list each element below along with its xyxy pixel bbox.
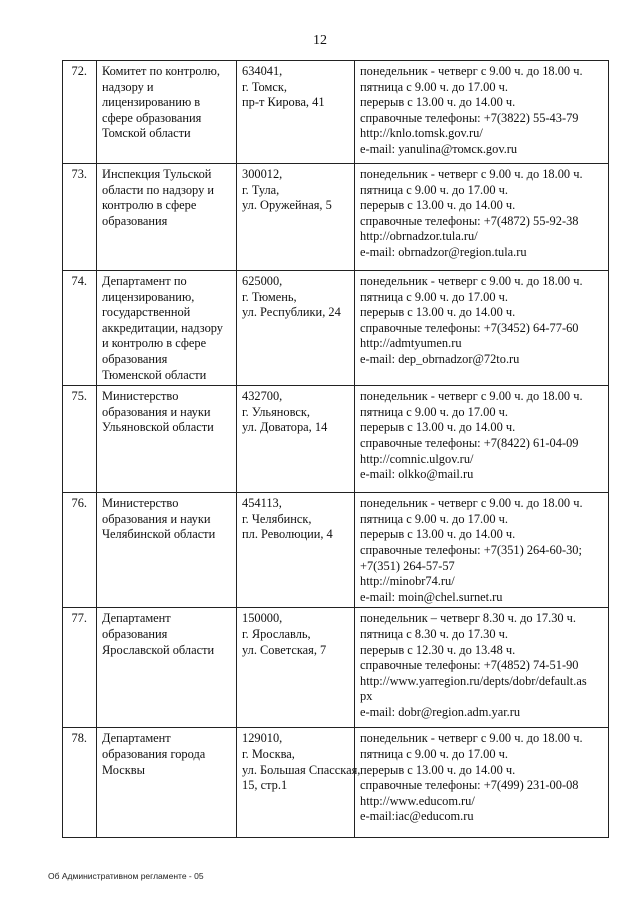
postal-address-line: ул. Советская, 7 — [242, 642, 327, 657]
contact-info — [355, 608, 609, 728]
contact-info — [355, 493, 609, 608]
row-number: 76. — [63, 493, 97, 608]
contact-info-line: справочные телефоны: +7(3452) 64-77-60 — [360, 320, 579, 335]
contact-info-line: понедельник - четверг с 9.00 ч. до 18.00 ч. — [360, 496, 583, 511]
postal-address — [237, 386, 355, 493]
organization-name-line: Комитет по контролю, — [102, 64, 220, 78]
table-row — [63, 493, 609, 608]
organization-name-line: лицензированию, — [102, 289, 195, 304]
contact-info-line: понедельник - четверг с 9.00 ч. до 18.00 ч. — [360, 64, 583, 78]
row-number: 78. — [63, 728, 97, 838]
contact-info-line: перерыв с 13.00 ч. до 14.00 ч. — [360, 95, 516, 110]
table-row — [63, 386, 609, 493]
contact-info — [355, 386, 609, 493]
postal-address-line: г. Тюмень, — [242, 289, 297, 304]
postal-address — [237, 728, 361, 838]
table-row — [63, 608, 609, 728]
organization-name — [97, 386, 237, 493]
contact-info-line: +7(351) 264-57-57 — [360, 558, 455, 573]
organization-name — [97, 271, 237, 386]
postal-address-line: 625000, — [242, 274, 283, 288]
postal-address-line: 454113, — [242, 496, 282, 511]
contact-info-line: понедельник - четверг с 9.00 ч. до 18.00 ч. — [360, 731, 583, 746]
organization-name-line: Ульяновской области — [102, 420, 214, 435]
contact-info-line: перерыв с 13.00 ч. до 14.00 ч. — [360, 762, 516, 777]
postal-address-line: 129010, — [242, 731, 283, 746]
organization-name-line: надзору и — [102, 79, 154, 94]
contact-info-line: пятница с 8.30 ч. до 17.30 ч. — [360, 626, 508, 641]
contact-info-line: http://www.yarregion.ru/depts/dobr/default.as — [360, 673, 587, 688]
organization-name-line: Тюменской области — [102, 367, 207, 382]
organization-name-line: Москвы — [102, 762, 145, 777]
contact-info-line: справочные телефоны: +7(351) 264-60-30; — [360, 542, 582, 557]
contact-info-line: http://admtyumen.ru — [360, 336, 462, 351]
contact-info-line: перерыв с 13.00 ч. до 14.00 ч. — [360, 420, 516, 435]
table-row — [63, 164, 609, 271]
organization-name-line: Департамент по — [102, 274, 187, 288]
contact-info-line: перерыв с 13.00 ч. до 14.00 ч. — [360, 198, 516, 213]
organization-name-line: области по надзору и — [102, 182, 214, 197]
contact-info — [355, 61, 609, 164]
organization-name-line: Инспекция Тульской — [102, 167, 212, 181]
postal-address-line: г. Томск, — [242, 79, 287, 94]
contact-info-line: перерыв с 13.00 ч. до 14.00 ч. — [360, 527, 516, 542]
organization-name-line: Министерство — [102, 496, 179, 511]
contact-info-line: e-mail:iac@educom.ru — [360, 809, 474, 824]
contact-info-line: пятница с 9.00 ч. до 17.00 ч. — [360, 79, 508, 94]
row-number: 75. — [63, 386, 97, 493]
postal-address-line: 432700, — [242, 389, 283, 404]
postal-address-line: ул. Республики, 24 — [242, 305, 341, 320]
organization-name-line: образования города — [102, 746, 206, 761]
contact-info-line: перерыв с 13.00 ч. до 14.00 ч. — [360, 305, 516, 320]
contact-info-line: пятница с 9.00 ч. до 17.00 ч. — [360, 289, 508, 304]
contact-info — [355, 728, 609, 838]
contact-info-line: px — [360, 689, 373, 704]
organization-name-line: образования и науки — [102, 404, 211, 419]
contact-info-line: http://comnic.ulgov.ru/ — [360, 451, 474, 466]
table-row — [63, 61, 609, 164]
organization-name-line: аккредитации, надзору — [102, 320, 223, 335]
postal-address — [237, 493, 355, 608]
organization-name-line: сфере образования — [102, 110, 202, 125]
organization-name-line: Ярославской области — [102, 642, 215, 657]
organization-name-line: лицензированию в — [102, 95, 201, 110]
contact-info-line: понедельник - четверг с 9.00 ч. до 18.00 ч. — [360, 389, 583, 404]
contact-info — [355, 164, 609, 271]
contact-info-line: справочные телефоны: +7(499) 231-00-08 — [360, 778, 579, 793]
postal-address-line: г. Ярославль, — [242, 626, 311, 641]
table-row — [63, 271, 609, 386]
row-number: 74. — [63, 271, 97, 386]
contact-info-line: http://www.educom.ru/ — [360, 793, 475, 808]
organization-name — [97, 164, 237, 271]
contact-info-line: пятница с 9.00 ч. до 17.00 ч. — [360, 511, 508, 526]
organization-name-line: государственной — [102, 305, 191, 320]
postal-address-line: 634041, — [242, 64, 283, 78]
postal-address-line: ул. Доватора, 14 — [242, 420, 328, 435]
contact-info-line: http://obrnadzor.tula.ru/ — [360, 229, 478, 244]
contact-info-line: e-mail: dobr@region.adm.yar.ru — [360, 704, 521, 719]
contact-info-line: пятница с 9.00 ч. до 17.00 ч. — [360, 404, 508, 419]
organization-name-line: Челябинской области — [102, 527, 216, 542]
contact-info-line: понедельник – четверг 8.30 ч. до 17.30 ч. — [360, 611, 577, 626]
contact-info-line: справочные телефоны: +7(8422) 61-04-09 — [360, 435, 579, 450]
postal-address-line: г. Москва, — [242, 746, 295, 761]
organization-name-line: контролю в сфере — [102, 198, 197, 213]
contact-info-line: e-mail: olkko@mail.ru — [360, 467, 474, 482]
postal-address-line: ул. Оружейная, 5 — [242, 198, 332, 213]
organization-name-line: образования и науки — [102, 511, 211, 526]
postal-address-line: 15, стр.1 — [242, 778, 288, 793]
contact-info-line: справочные телефоны: +7(4852) 74-51-90 — [360, 658, 579, 673]
contact-info-line: понедельник - четверг с 9.00 ч. до 18.00 ч. — [360, 274, 583, 288]
organization-name-line: Департамент — [102, 731, 171, 746]
page-number: 12 — [313, 33, 327, 48]
row-number: 73. — [63, 164, 97, 271]
organization-name-line: образования — [102, 351, 168, 366]
postal-address — [237, 164, 355, 271]
organization-name-line: Министерство — [102, 389, 179, 404]
contact-info-line: http://minobr74.ru/ — [360, 574, 455, 589]
contact-info-line: e-mail: dep_obrnadzor@72to.ru — [360, 351, 520, 366]
contact-info-line: e-mail: moin@chel.surnet.ru — [360, 589, 503, 604]
contact-info — [355, 271, 609, 386]
postal-address-line: г. Ульяновск, — [242, 404, 311, 419]
row-number: 72. — [63, 61, 97, 164]
postal-address-line: 150000, — [242, 611, 283, 626]
organization-name-line: Томской области — [102, 126, 191, 141]
postal-address-line: пр-т Кирова, 41 — [242, 95, 325, 110]
contact-info-line: пятница с 9.00 ч. до 17.00 ч. — [360, 746, 508, 761]
postal-address — [237, 608, 355, 728]
contact-info-line: понедельник - четверг с 9.00 ч. до 18.00 ч. — [360, 167, 583, 181]
organization-name-line: образования — [102, 626, 168, 641]
authorities-table — [62, 60, 609, 838]
organization-name — [97, 728, 237, 838]
postal-address-line: ул. Большая Спасская, — [242, 762, 361, 777]
postal-address — [237, 271, 355, 386]
organization-name-line: образования — [102, 213, 168, 228]
organization-name — [97, 493, 237, 608]
postal-address-line: г. Челябинск, — [242, 511, 312, 526]
postal-address-line: 300012, — [242, 167, 283, 181]
footer-note: Об Административном регламенте - 05 — [48, 871, 204, 881]
organization-name-line: Департамент — [102, 611, 171, 626]
contact-info-line: пятница с 9.00 ч. до 17.00 ч. — [360, 182, 508, 197]
organization-name — [97, 61, 237, 164]
contact-info-line: справочные телефоны: +7(4872) 55-92-38 — [360, 213, 579, 228]
table-row — [63, 728, 609, 838]
postal-address — [237, 61, 355, 164]
organization-name-line: и контролю в сфере — [102, 336, 207, 351]
contact-info-line: e-mail: obrnadzor@region.tula.ru — [360, 244, 527, 259]
contact-info-line: http://knlo.tomsk.gov.ru/ — [360, 126, 483, 141]
organization-name — [97, 608, 237, 728]
postal-address-line: пл. Революции, 4 — [242, 527, 333, 542]
postal-address-line: г. Тула, — [242, 182, 280, 197]
contact-info-line: e-mail: yanulina@томск.gov.ru — [360, 141, 518, 156]
contact-info-line: перерыв с 12.30 ч. до 13.48 ч. — [360, 642, 516, 657]
row-number: 77. — [63, 608, 97, 728]
contact-info-line: справочные телефоны: +7(3822) 55-43-79 — [360, 110, 579, 125]
